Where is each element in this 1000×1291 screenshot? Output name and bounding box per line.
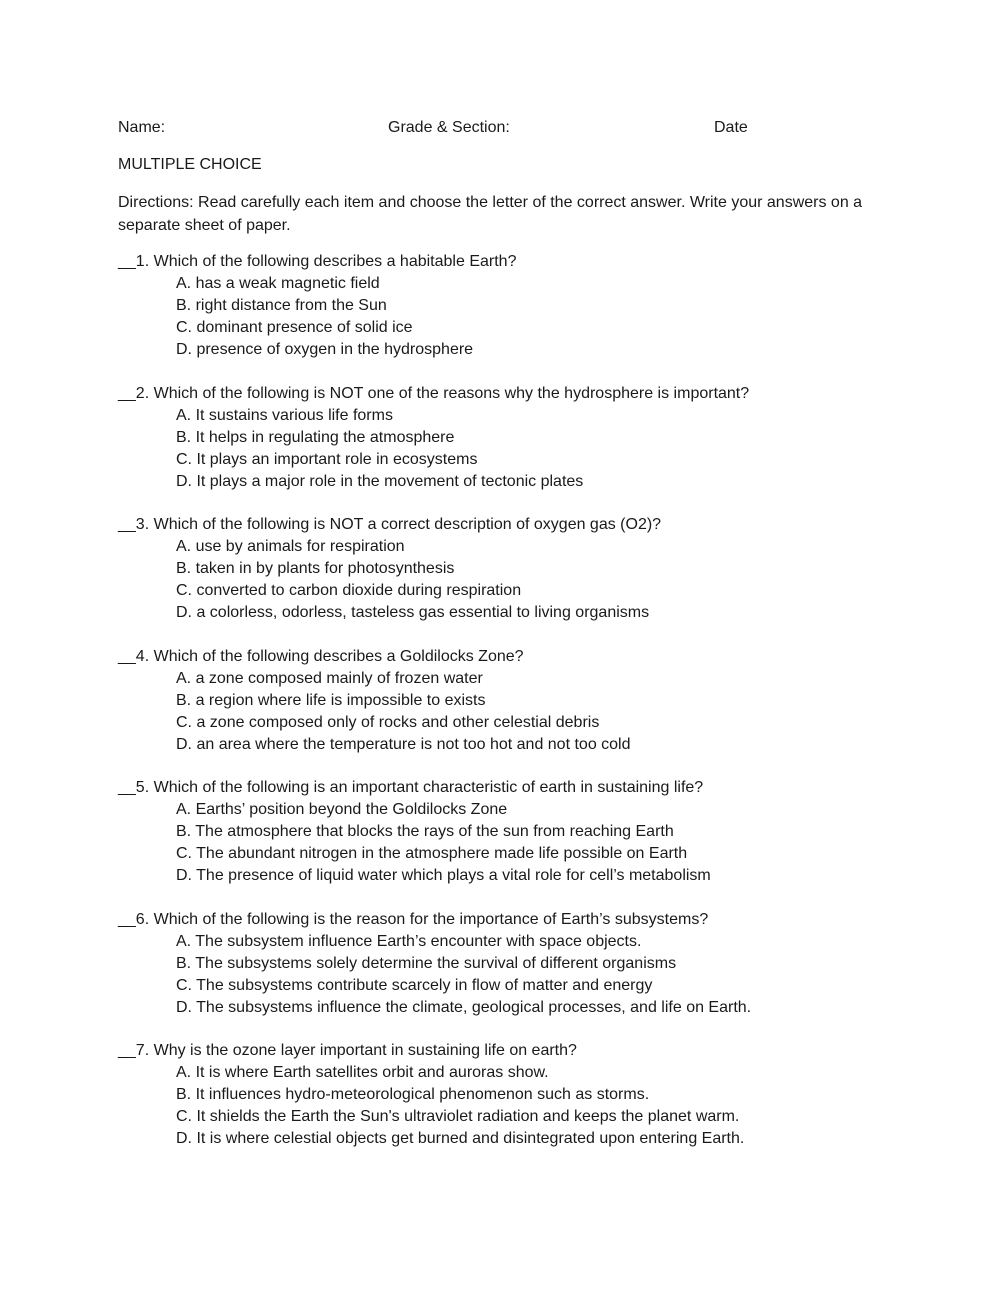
question-stem: __3. Which of the following is NOT a correct description of oxygen gas (O2)?: [118, 516, 662, 533]
option-c: C. converted to carbon dioxide during respiration: [176, 582, 522, 599]
directions-text: Directions: Read carefully each item and choose the letter of the correct answer. Write your answers on a separate sheet of paper.: [118, 194, 863, 234]
option-a: A. It sustains various life forms: [176, 406, 393, 424]
option-d: D. It plays a major role in the movement of tectonic plates: [176, 472, 584, 490]
question-list: [118, 251, 918, 1172]
option-c: C. The subsystems contribute scarcely in flow of matter and energy: [176, 976, 653, 994]
option-b: B. The subsystems solely determine the survival of different organisms: [176, 954, 677, 972]
question-2: [118, 383, 918, 493]
option-c: C. a zone composed only of rocks and other celestial debris: [176, 713, 600, 731]
question-7: [118, 1040, 918, 1150]
question-stem: __4. Which of the following describes a Goldilocks Zone?: [118, 647, 524, 665]
option-a: A. The subsystem influence Earth’s encounter with space objects.: [176, 932, 642, 950]
question-1: [118, 251, 918, 361]
header-row: [0, 117, 1000, 139]
question-stem: __1. Which of the following describes a habitable Earth?: [118, 253, 517, 270]
question-stem: __7. Why is the ozone layer important in sustaining life on earth?: [118, 1042, 577, 1059]
option-c: C. It plays an important role in ecosystems: [176, 450, 478, 468]
option-d: D. The presence of liquid water which plays a vital role for cell’s metabolism: [176, 867, 711, 884]
option-list: [118, 273, 918, 361]
question-5: [118, 777, 918, 887]
question-3: [118, 514, 918, 624]
question-stem: __6. Which of the following is the reason for the importance of Earth’s subsystems?: [118, 910, 709, 928]
option-a: A. Earths’ position beyond the Goldilocks Zone: [176, 801, 508, 818]
option-d: D. The subsystems influence the climate, geological processes, and life on Earth.: [176, 998, 752, 1016]
option-a: A. has a weak magnetic field: [176, 275, 380, 292]
option-b: B. It helps in regulating the atmosphere: [176, 428, 455, 446]
name-label: Name:: [118, 119, 166, 136]
option-b: B. taken in by plants for photosynthesis: [176, 560, 455, 577]
question-4: [118, 646, 918, 756]
grade-section-label: Grade & Section:: [388, 119, 510, 136]
option-a: A. use by animals for respiration: [176, 538, 405, 555]
option-list: [118, 799, 918, 887]
section-title: MULTIPLE CHOICE: [118, 156, 262, 173]
option-c: C. dominant presence of solid ice: [176, 319, 413, 336]
option-list: [118, 405, 918, 493]
option-d: D. a colorless, odorless, tasteless gas essential to living organisms: [176, 604, 650, 621]
option-d: D. an area where the temperature is not too hot and not too cold: [176, 735, 631, 753]
option-list: [118, 536, 918, 624]
option-d: D. It is where celestial objects get burned and disintegrated upon entering Earth.: [176, 1130, 745, 1147]
option-list: [118, 931, 918, 1019]
option-a: A. a zone composed mainly of frozen water: [176, 669, 483, 687]
option-b: B. It influences hydro-meteorological phenomenon such as storms.: [176, 1086, 650, 1103]
option-d: D. presence of oxygen in the hydrosphere: [176, 341, 474, 358]
question-stem: __5. Which of the following is an important characteristic of earth in sustaining life?: [118, 779, 704, 796]
date-label: Date: [714, 119, 748, 136]
option-list: [118, 1062, 918, 1150]
question-stem: __2. Which of the following is NOT one of the reasons why the hydrosphere is important?: [118, 384, 750, 402]
option-list: [118, 668, 918, 756]
option-a: A. It is where Earth satellites orbit and auroras show.: [176, 1064, 549, 1081]
option-c: C. It shields the Earth the Sun's ultraviolet radiation and keeps the planet warm.: [176, 1108, 740, 1125]
option-b: B. The atmosphere that blocks the rays of the sun from reaching Earth: [176, 823, 674, 840]
question-6: [118, 909, 918, 1019]
option-b: B. right distance from the Sun: [176, 297, 387, 314]
option-b: B. a region where life is impossible to exists: [176, 691, 486, 709]
option-c: C. The abundant nitrogen in the atmosphere made life possible on Earth: [176, 845, 688, 862]
